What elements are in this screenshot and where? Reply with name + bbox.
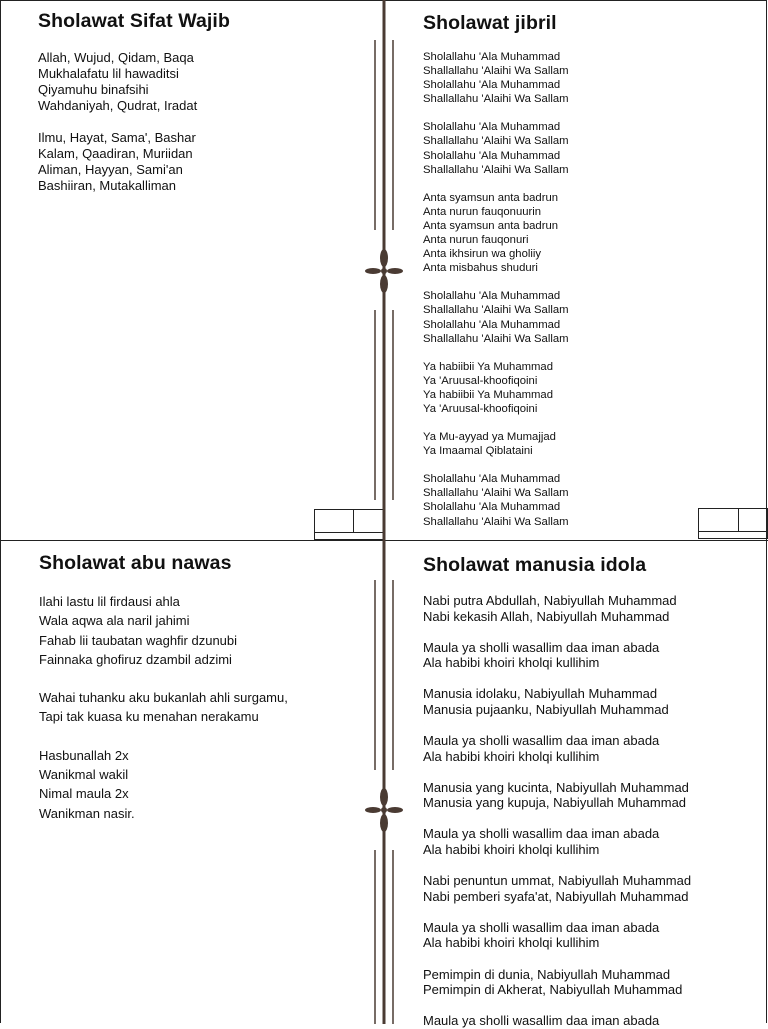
lyric-line: Mukhalafatu lil hawaditsi (38, 66, 179, 81)
lyric-line: Ya Mu-ayyad ya Mumajjad (423, 431, 556, 444)
panel-manusia-idola (423, 554, 691, 1029)
stanza (423, 780, 691, 811)
box-group-right (698, 508, 768, 540)
lyric-line: Ya 'Aruusal-khoofiqoini (423, 374, 538, 387)
lyric-line: Anta ikhsirun wa gholiiy (423, 248, 542, 261)
lyric-line: Maula ya sholli wasallim daa iman abada (423, 639, 660, 655)
lyric-line: Maula ya sholli wasallim daa iman abada (423, 733, 660, 749)
stanza (39, 688, 288, 727)
lyric-line: Anta nurun fauqonuurin (423, 205, 542, 218)
stanza (423, 289, 569, 345)
lyric-line: Maula ya sholli wasallim daa iman abada (423, 1013, 660, 1029)
stanza (423, 640, 691, 671)
ornament-lines (375, 0, 393, 1024)
lyric-line: Pemimpin di dunia, Nabiyullah Muhammad (423, 966, 671, 982)
lyric-line: Ya habiibii Ya Muhammad (423, 360, 553, 373)
lyric-line: Sholallahu 'Ala Muhammad (423, 79, 561, 92)
lyric-line: Manusia yang kupuja, Nabiyullah Muhammad (423, 795, 687, 811)
fleuron-ornament-icon (365, 788, 403, 832)
lyric-line: Wala aqwa ala naril jahimi (39, 613, 190, 629)
lyric-line: Ala habibi khoiri kholqi kullihim (423, 842, 600, 858)
lyric-line: Wanikman nasir. (39, 805, 135, 821)
lyric-line: Manusia idolaku, Nabiyullah Muhammad (423, 686, 658, 702)
lyric-line: Shallallahu 'Alaihi Wa Sallam (423, 135, 569, 148)
lyric-line: Sholallahu 'Ala Muhammad (423, 318, 561, 331)
stanza (423, 50, 569, 106)
lyric-line: Sholallahu 'Ala Muhammad (423, 121, 561, 134)
stanza (423, 826, 691, 857)
panel-title: Sholawat manusia idola (423, 554, 647, 576)
lyric-line: Manusia pujaanku, Nabiyullah Muhammad (423, 701, 669, 717)
lyric-line: Ala habibi khoiri kholqi kullihim (423, 748, 600, 764)
lyric-line: Aliman, Hayyan, Sami'an (38, 162, 183, 177)
lyric-line: Ya Imaamal Qiblataini (423, 445, 533, 458)
lyrics (39, 592, 288, 823)
lyric-line: Shallallahu 'Alaihi Wa Sallam (423, 93, 569, 106)
lyric-line: Ya 'Aruusal-khoofiqoini (423, 402, 538, 415)
lyric-line: Shallallahu 'Alaihi Wa Sallam (423, 487, 569, 500)
lyric-line: Tapi tak kuasa ku menahan nerakamu (39, 709, 259, 725)
fleuron-ornament-icon (365, 249, 403, 293)
lyric-line: Wahdaniyah, Qudrat, Iradat (38, 98, 198, 113)
lyric-line: Fainnaka ghofiruz dzambil adzimi (39, 651, 232, 667)
lyric-line: Nabi kekasih Allah, Nabiyullah Muhammad (423, 608, 670, 624)
panel-title: Sholawat Sifat Wajib (38, 10, 230, 32)
stanza (423, 733, 691, 764)
box-cell (698, 508, 739, 532)
lyric-line: Manusia yang kucinta, Nabiyullah Muhammad (423, 779, 689, 795)
panel-jibril (423, 12, 569, 529)
lyric-line: Shallallahu 'Alaihi Wa Sallam (423, 332, 569, 345)
stanza (423, 120, 569, 176)
panel-title: Sholawat jibril (423, 12, 557, 34)
stanza (38, 50, 230, 114)
lyric-line: Shallallahu 'Alaihi Wa Sallam (423, 163, 569, 176)
box-cell (314, 509, 354, 533)
lyric-line: Wahai tuhanku aku bukanlah ahli surgamu, (39, 690, 288, 706)
lyric-line: Wanikmal wakil (39, 767, 129, 783)
lyric-line: Nimal maula 2x (39, 786, 129, 802)
stanza (423, 360, 569, 416)
stanza (39, 592, 288, 669)
center-ornament (360, 0, 408, 1024)
lyric-line: Sholallahu 'Ala Muhammad (423, 501, 561, 514)
stanza (423, 472, 569, 528)
lyric-line: Shallallahu 'Alaihi Wa Sallam (423, 65, 569, 78)
lyric-line: Ilmu, Hayat, Sama', Bashar (38, 130, 196, 145)
lyric-line: Sholallahu 'Ala Muhammad (423, 51, 561, 63)
lyric-line: Ala habibi khoiri kholqi kullihim (423, 655, 600, 671)
lyric-line: Kalam, Qaadiran, Muriidan (38, 146, 193, 161)
stanza (423, 967, 691, 998)
lyric-line: Sholallahu 'Ala Muhammad (423, 149, 561, 162)
lyric-line: Sholallahu 'Ala Muhammad (423, 290, 561, 303)
lyric-line: Allah, Wujud, Qidam, Baqa (38, 50, 194, 65)
lyric-line: Nabi pemberi syafa'at, Nabiyullah Muhammad (423, 888, 689, 904)
lyric-line: Ilahi lastu lil firdausi ahla (39, 594, 180, 609)
lyric-line: Fahab lii taubatan waghfir dzunubi (39, 632, 238, 648)
lyric-line: Maula ya sholli wasallim daa iman abada (423, 826, 660, 842)
stanza (423, 1013, 691, 1029)
panel-abu-nawas (39, 552, 288, 823)
stanza (39, 746, 288, 823)
lyric-line: Nabi penuntun ummat, Nabiyullah Muhammad (423, 873, 692, 889)
lyric-line: Sholallahu 'Ala Muhammad (423, 473, 561, 486)
box-cell (738, 508, 768, 532)
lyric-line: Ya habiibii Ya Muhammad (423, 388, 553, 401)
lyrics (38, 50, 230, 194)
lyric-line: Anta syamsun anta badrun (423, 191, 559, 204)
lyric-line: Shallallahu 'Alaihi Wa Sallam (423, 304, 569, 317)
stanza (38, 130, 230, 194)
lyric-line: Shallallahu 'Alaihi Wa Sallam (423, 515, 569, 528)
stanza (423, 873, 691, 904)
panel-title: Sholawat abu nawas (39, 552, 232, 574)
stanza (423, 686, 691, 717)
lyric-line: Ala habibi khoiri kholqi kullihim (423, 935, 600, 951)
lyric-line: Anta nurun fauqonuri (423, 234, 529, 247)
stanza (423, 593, 691, 624)
lyric-line: Maula ya sholli wasallim daa iman abada (423, 919, 660, 935)
stanza (423, 920, 691, 951)
lyric-line: Anta syamsun anta badrun (423, 219, 559, 232)
lyric-line: Bashiiran, Mutakalliman (38, 178, 177, 193)
panel-sifat-wajib (38, 10, 230, 194)
stanza (423, 191, 569, 276)
box-cell (698, 531, 768, 539)
lyric-line: Qiyamuhu binafsihi (38, 82, 149, 97)
lyric-line: Nabi putra Abdullah, Nabiyullah Muhammad (423, 593, 677, 608)
lyric-line: Hasbunallah 2x (39, 747, 129, 763)
lyrics (423, 50, 569, 529)
stanza (423, 430, 569, 458)
lyrics (423, 593, 691, 1029)
lyric-line: Pemimpin di Akherat, Nabiyullah Muhammad (423, 982, 683, 998)
lyric-line: Anta misbahus shuduri (423, 262, 538, 275)
